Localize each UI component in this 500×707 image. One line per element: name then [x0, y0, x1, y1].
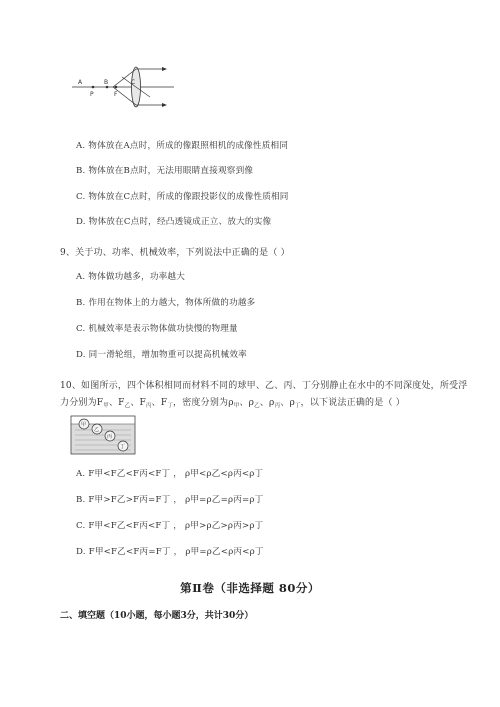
q8-option-d[interactable]: D. 物体放在C点时，经凸透镜成正立、放大的实像 [76, 217, 272, 227]
label-f: F [114, 91, 118, 98]
point-b [106, 86, 109, 89]
ball-label-bing: 丙 [107, 434, 113, 440]
q9-option-a[interactable]: A. 物体做功越多，功率越大 [76, 272, 186, 282]
q9-stem: 9、关于功、功率、机械效率，下列说法中正确的是（ ） [60, 248, 290, 258]
ball-label-ding: 丁 [120, 444, 126, 450]
q10-option-b[interactable]: B. F甲>F乙>F丙=F丁 ， ρ甲=ρ乙=ρ丙=ρ丁 [76, 495, 264, 505]
label-p: P [90, 91, 94, 98]
part2-title: 第Ⅱ卷（非选择题 80分） [180, 581, 320, 595]
q8-option-c[interactable]: C. 物体放在C点时，所成的像跟投影仪的成像性质相同 [76, 192, 289, 202]
point-p [92, 86, 95, 89]
q9-option-b[interactable]: B. 作用在物体上的力越大，物体所做的功越多 [76, 298, 256, 308]
q10-stem-line1: 10、如图所示，四个体积相同而材料不同的球甲、乙、丙、丁分别静止在水中的不同深度处，所受浮 [60, 381, 468, 391]
q9-option-c[interactable]: C. 机械效率是表示物体做功快慢的物理量 [76, 324, 238, 334]
q10-option-c[interactable]: C. F甲<F乙<F丙<F丁 ， ρ甲>ρ乙>ρ丙>ρ丁 [76, 521, 264, 531]
q10-stem-line2: 力分别为$F_甲$、$F_乙$、$F_丙$、$F_丁$，密度分别为$\rho_甲$、$\rho_乙$、$\rho_丙$、$\rho_丁$，以下说法正确的是（ ） [60, 398, 405, 409]
point-f [115, 86, 118, 89]
lens-diagram [70, 58, 180, 108]
ball-label-jia: 甲 [81, 422, 87, 428]
arrow-head-icon [162, 67, 167, 71]
arrow-head-icon [162, 103, 167, 107]
ball-label-yi: 乙 [94, 427, 100, 433]
section2-heading: 二、填空题（10小题，每小题3分，共计30分） [60, 611, 254, 621]
label-c: C [131, 79, 136, 86]
label-a: A [78, 79, 83, 86]
q8-option-a[interactable]: A. 物体放在A点时，所成的像跟照相机的成像性质相同 [76, 141, 289, 151]
water-tank-diagram [70, 415, 136, 455]
q10-option-d[interactable]: D. F甲<F乙<F丙=F丁 ， ρ甲=ρ乙<ρ丙<ρ丁 [76, 547, 264, 557]
q10-option-a[interactable]: A. F甲<F乙<F丙<F丁 ， ρ甲<ρ乙<ρ丙<ρ丁 [76, 469, 264, 479]
q8-option-b[interactable]: B. 物体放在B点时，无法用眼睛直接观察到像 [76, 166, 254, 176]
q9-option-d[interactable]: D. 同一滑轮组，增加物重可以提高机械效率 [76, 350, 247, 360]
label-b: B [104, 79, 109, 86]
